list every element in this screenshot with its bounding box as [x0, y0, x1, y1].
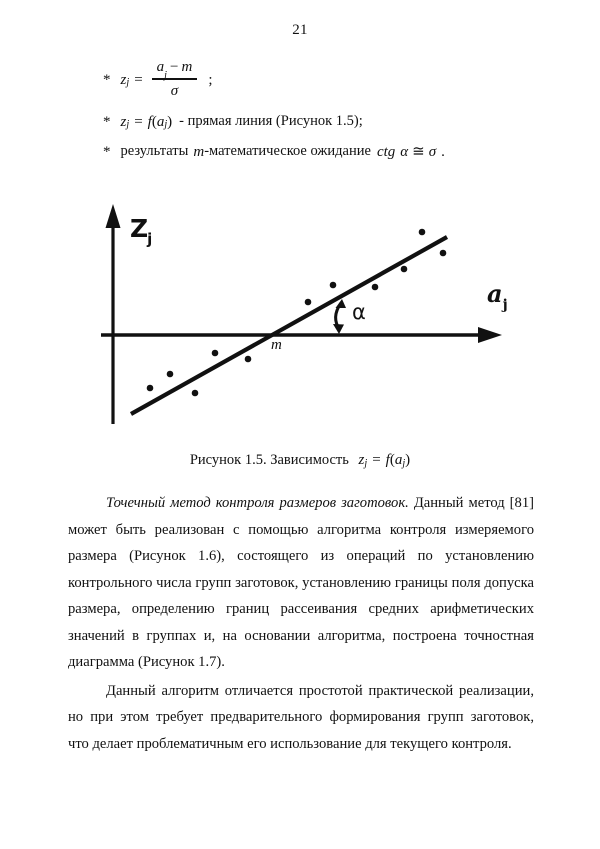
paragraph-1-lead: Точечный метод контроля размеров заготовок.: [106, 495, 409, 511]
x-axis-label-sub: j: [502, 297, 508, 313]
caption-lhs-var: z: [358, 452, 365, 468]
formula-3-alpha: α: [400, 144, 409, 161]
body-text: [68, 490, 534, 757]
fraction: [152, 57, 198, 101]
paragraph-1: [68, 490, 534, 676]
caption-paren-close: ): [405, 452, 411, 468]
formula-3-italic-m: m: [193, 144, 205, 161]
x-axis-label-main: a: [487, 279, 503, 308]
formula-3-terminator: .: [441, 144, 445, 161]
x-axis-arrowhead-icon: [478, 327, 502, 343]
figure-caption: [0, 452, 600, 469]
formula-zj-function: z $_j$ = f ( a $_j$ ) - прямая линия (Рисунок 1.5);: [121, 112, 363, 132]
paragraph-2-rest: Данный алгоритм отличается простотой практической реализации, но при этом требует предварительного формирования групп заготовок, что делает проблематичным его использование для текущего контроля.: [68, 682, 534, 752]
data-point: [147, 385, 154, 392]
formula-expectation: [121, 142, 445, 162]
formula-1-equals: =: [134, 71, 143, 88]
formula-2-paren-close: ): [167, 113, 173, 130]
formula-2-func: f: [147, 113, 152, 130]
formula-2-lhs-var: z: [120, 113, 127, 130]
caption-formula: z $_j$ = f ( a $_j$ ): [358, 452, 411, 469]
formula-item-3: [103, 142, 523, 162]
bullet-marker-icon: *: [103, 113, 111, 130]
y-axis: [106, 204, 121, 424]
fraction-denominator: σ: [170, 82, 179, 99]
caption-paren-open: (: [389, 452, 395, 468]
paragraph-2: [68, 678, 534, 758]
caption-func: f: [385, 452, 390, 468]
y-axis-label: [130, 214, 153, 248]
data-point: [372, 284, 379, 291]
formula-item-1: [103, 58, 523, 102]
fraction-num-term: m: [181, 59, 193, 75]
caption-text: Рисунок 1.5. Зависимость: [189, 452, 349, 468]
data-point: [401, 266, 408, 273]
formula-3-mid-text: -математическое ожидание: [204, 143, 371, 160]
formula-2-arg-var: a: [156, 113, 165, 130]
formula-2-equals: =: [134, 113, 143, 130]
formula-2-tail-text: - прямая линия (Рисунок 1.5);: [179, 113, 363, 130]
bullet-marker-icon: *: [103, 71, 111, 88]
formula-list: [103, 58, 523, 172]
y-axis-label-sub: j: [147, 230, 153, 248]
angle-label-alpha: α: [352, 300, 366, 324]
page-number: 21: [292, 22, 308, 38]
formula-3-sigma: σ: [428, 144, 437, 161]
formula-3-lead-text: результаты: [120, 143, 189, 160]
formula-item-2: [103, 112, 523, 132]
formula-1-terminator: ;: [208, 71, 213, 88]
scatter-plot-svg: [0, 196, 600, 436]
data-point: [212, 350, 219, 357]
fraction-num-operator: −: [170, 59, 179, 75]
y-axis-arrowhead-icon: [106, 204, 121, 228]
data-points: [147, 229, 447, 397]
caption-arg-var: a: [394, 452, 403, 468]
figure-1-5: [0, 196, 600, 436]
fraction-numerator: [152, 57, 198, 81]
caption-equals: =: [372, 452, 381, 468]
formula-2-paren-open: (: [151, 113, 157, 130]
data-point: [305, 299, 312, 306]
paragraph-1-rest: Данный метод [81] может быть реализован с помощью алгоритма контроля измеряемого размера (Рисунок 1.6), состоящего из операций по установлению контрольного числа групп заготовок, установлению границы поля допуска размера, определению границ рассеивания средних арифметических значений в группах и, на основании алгоритма, построена точностная диаграмма (Рисунок 1.7).: [68, 495, 534, 670]
data-point: [192, 390, 199, 397]
formula-zj-fraction: z $_j$ = $\frac{a_j- m}{\sigma}$ ;: [121, 58, 213, 102]
bullet-marker-icon: *: [103, 144, 111, 161]
formula-3-ctg: ctg: [376, 144, 396, 161]
data-point: [245, 356, 252, 363]
origin-label-m: m: [271, 337, 282, 353]
y-axis-label-main: Z: [130, 214, 149, 243]
formula-3-approx-sign: ≅: [412, 144, 425, 161]
fraction-num-var: a: [156, 59, 165, 75]
x-axis: [101, 327, 502, 343]
data-point: [419, 229, 426, 236]
formula-1-lhs-var: z: [120, 71, 127, 88]
regression-line: [131, 237, 447, 414]
data-point: [440, 250, 447, 257]
fraction-num-sub: j: [164, 70, 167, 81]
angle-arc-icon: [333, 299, 346, 334]
x-axis-label: [487, 279, 508, 313]
data-point: [330, 282, 337, 289]
data-point: [167, 371, 174, 378]
